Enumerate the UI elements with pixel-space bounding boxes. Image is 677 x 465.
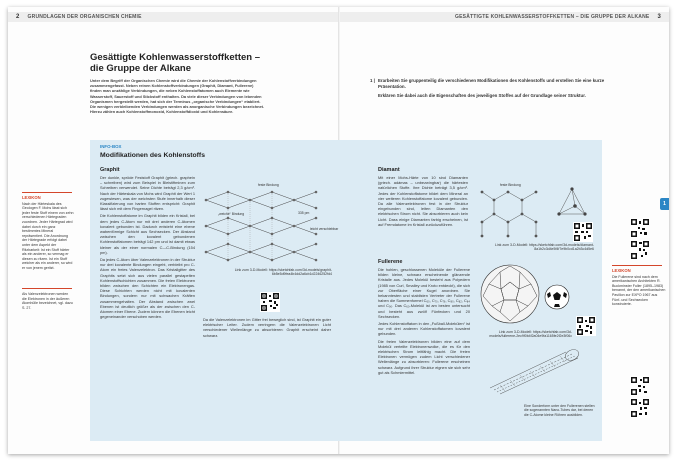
lexikon-label: LEXIKON [22,195,41,200]
sidebar-rule [22,192,72,193]
graphit-paragraph-2: Die Kohlenstoffatome im Graphit bilden ein Kristall, bei dem jedes C-Atom nur mit drei anderen C-Atomen kovalent gebunden ist. Dadurch entsteht eine ebene wabenförmige Schicht aus Sechsecken. Der Abstand zwischen den kovalent gebundenen Kohlenstoffatomen beträgt 142 pm und ist damit etwas kleiner als der einer normalen C—C-Bindung (154 pm). [100,213,195,255]
task-paragraph-2: Erklären Sie dabei auch die Eigenschaften des jeweiligen Stoffes auf der Grundlage seiner Struktur. [378,93,586,98]
left-running-title: GRUNDLAGEN DER ORGANISCHEN CHEMIE [27,14,142,20]
diamant-paragraph: Mit einer Mohs-Härte von 10 sind Diamanten (griech. adámas – unbezwingbar) die härtesten natürlichen Stoffe. Ihre Dichte beträgt 3,5 g/cm³. Jedes der Kohlenstoffatome bildet dem Mineral an vier weiteren Kohlenstoffatome kovalent gebunden. Da alle Valenzelektronen fest in der Struktur eingebunden sind, leiten Diamanten den elektrischen Strom nicht. Sie absorbieren auch kein Licht. Dass einige Diamanten farbig erscheinen, ist auf Fremdatome im Kristall zurückzuführen. [378,175,468,227]
page-title-line-1: Gesättigte Kohlenwasserstoffketten – [90,52,260,63]
graphit-paragraph-3: Da jedes C-Atom über Valenzelektronen in der Struktur nur drei kovalente Bindungen eingeht, verbleibt pro C-Atom ein freies Valenzelektron. Das Kristallgitter des Graphits setzt sich aus vielen parallel gestapelten Kohlenstoffschichten zusammen. Die freien Elektronen bilden zwischen den Schichten ein Elektronengas. Diese Schichten werden nicht mit kovalenten Bindungen, sondern nur mit schwachen Kräften zusammengehalten. Der Abstand zwischen zwei Ebenen ist deutlich größer als der zwischen den C-Atomen einer Ebene. Zudem können die Ebenen leicht gegeneinander verschoben werden. [100,257,195,320]
graphit-paragraph-1: Der dunkle, spröde Feststoff Graphit (griech. graphein – schreiben) wird zum Beispiel in Bleistiftminen zum Schreiben verwendet. Seine Dichte beträgt 2,3 g/cm³. Nach der Härteskala von Mohs wird Graphit der Wert 1 zugewiesen, was der weichsten Stufe innerhalb dieser Klassifizierung von harten Stoffen entspricht: Graphit lässt sich mit dem Fingernagel ritzen. [100,175,195,212]
fullerene-paragraph-1: Die hohlen, geschlossenen Moleküle der Fullerene bilden kleine, schwarz erscheinende glänzende Kristalle aus. Jedes Molekül besteht aus Polyedern (1985 von Curl, Smalley und Kroto entdeckt), die sich zur Oberfläche einer Kugel anordnen. Sie bekanntesten und stabilsten Vertreter der Fullerene haben die Summenformel C₆₀, C₇₀, C₇₆, C₈₀, C₈₂, C₈₄ und C₉₀. Das C₆₀-Molekül ist am besten untersucht und besteht aus zwölf Fünfecken und 20 Sechsecken. [378,267,470,319]
graphit-qr-caption: Link zum 3-D-Modell: https://sketchfab.com/3d-models/graphit-6b5e5d9fea4b4dd2a6cb1d2246252fd4 [234,268,332,277]
margin-qr-code-4[interactable] [630,398,650,418]
soccer-ball-icon [544,284,570,310]
valence-note-text: Als Valenzelektronen werden die Elektronen in der äußeren Atomhülle bezeichnet, vgl. dazu S. 27. [22,292,73,310]
fullerene-text [378,267,470,377]
diamant-tetrahedron-figure [555,186,589,220]
graphit-label-shiftable: leicht verschiebbar [310,227,339,231]
graphit-label-strong-bond: feste Bindung [258,183,279,187]
graphit-qr-code[interactable] [260,292,280,312]
right-page-header [340,12,669,22]
graphit-structure-figure [198,178,339,266]
lexikon-sidebar-left [22,192,74,271]
graphit-conductivity-text: Da die Valenzelektronen im Gitter frei beweglich sind, ist Graphit ein guter elektrischer Leiter. Zudem verringern die Valenzelektronen Licht verschiedener Wellenlänge zu absorbieren: Graphit erscheint daher schwarz. [203,317,331,338]
valence-sidebar-note [22,288,74,310]
diamant-qr-code[interactable] [573,222,593,242]
margin-qr-code-1[interactable] [630,218,650,238]
chapter-tab[interactable]: 1 [660,198,669,210]
fullerene-heading: Fullerene [378,259,403,265]
lexikon-sidebar-right [612,265,666,307]
lexikon-text-fullerene: Die Fullerene sind nach dem amerikanischen Architekten R. Buckminster Fuller (1895–1983) benannt, der den amerikanischen Pavillon zur EXPO 1967 aus Fünf- und Sechsecken konstruierte. [612,274,666,307]
right-page-number: 3 [657,14,661,20]
fullerene-c60-figure [478,262,542,326]
intro-paragraph: Unter dem Begriff der Organischen Chemie wird die Chemie der Kohlenstoffverbindungen zusammengefasst. Neben reinen Kohlenstoffverbindungen (Graphit, Diamant, Fullerene) finden man unzählige Verbindungen, die neben Kohlenstoffatomen auch Elemente wie Wasserstoff, Sauerstoff und Stickstoff enthalten. Da viele dieser Verbindungen von lebenden Organismen hergestellt werden, hat sich der Terminus „organische Verbindungen“ etabliert. Die wenigen verbleibenden Verbindungen werden als anorganische Verbindungen bezeichnet. Hierzu zählen auch Kohlenstoffmonoxid, Kohlenstoffdioxid und Kohlensäure. [90,78,265,115]
graphit-label-weak-bond: „weiche“ Bindung [218,212,245,216]
info-box-title: Modifikationen des Kohlenstoffs [100,152,205,159]
sidebar-rule [22,288,72,289]
right-running-title: GESÄTTIGTE KOHLENWASSERSTOFFKETTEN – DIE GRUPPE DER ALKANE [455,14,650,20]
margin-qr-code-2[interactable] [630,240,650,260]
task-number: 1 | [370,78,375,83]
left-page-header [8,12,338,22]
graphit-label-distance: 335 pm [298,211,310,215]
task-block [370,78,608,102]
page-title-line-2: die Gruppe der Alkane [90,63,192,74]
page-title [90,52,330,74]
task-paragraph-1: Erarbeiten Sie gruppenteilig die verschiedenen Modifikationen des Kohlenstoffs und erstellen Sie eine kurze Präsentation. [378,78,605,89]
diamant-qr-caption: Link zum 3-D-Modell: https://sketchfab.com/3d-models/diamant-8a1b2c3d4e5f4f7e9b0cd1a2b3c4d5e6 [494,243,594,252]
nanotube-caption: Eine Sonderform unter den Fullerenen stellen die sogenannten Nano-Tubes dar, bei denen die C-Atome kleine Röhren ausbilden. [524,404,595,417]
diamant-heading: Diamant [378,167,400,173]
graphit-heading: Graphit [100,167,120,173]
left-page-number: 2 [16,14,20,20]
fullerene-qr-caption: Link zum 3-D-Modell: https://sketchfab.com/3d-models/fullerene-2ec9f0b4f2a04e9fa1165fe2f2e3f06c [489,330,572,339]
fullerene-qr-code[interactable] [576,316,596,336]
info-box-label: INFO-BOX [100,144,122,149]
margin-qr-code-3[interactable] [630,376,650,396]
nanotube-figure [486,344,586,396]
diamant-lattice-figure [476,180,546,242]
diamant-label-strong-bond: feste Bindung [500,183,521,187]
graphit-text [100,175,195,321]
sidebar-rule [612,265,662,266]
fullerene-paragraph-3: Die freien Valenzelektronen bilden eine auf dem Molekül verteilte Elektronenwolke, die es für den elektrischen Strom leitfähig macht. Die freien Elektronen vermögen zudem Licht verschiedener Wellenlänge zu absorbieren: Fullerene erscheinen schwarz. Aufgrund ihrer Struktur eignen sie sich sehr gut als Schmiermittel. [378,338,470,375]
lexikon-label: LEXIKON [612,268,631,273]
fullerene-paragraph-2: Jedes Kohlenstoffatom in den „Fußball-Molekülen“ ist nur mit drei anderen Kohlenstoffatomen kovalent gebunden. [378,321,470,337]
lexikon-text-mohs: Nach der Härteskala des Geologen F. Mohs lässt sich jeder feste Stoff einem von zehn verschiedenen Härtegraden zuordnen. Jeder Härtegrad wird dabei durch ein ganz bestimmtes Mineral repräsentiert. Die Anordnung der Härtegrade erfolgt dabei unter dem Aspekt der Ritzbarkeit: Ist ein Stoff härter als ein anderer, so vermag er diesen zu ritzen. Ist ein Stoff weicher als ein anderer, so wird er von jenem geritzt. [22,201,74,270]
